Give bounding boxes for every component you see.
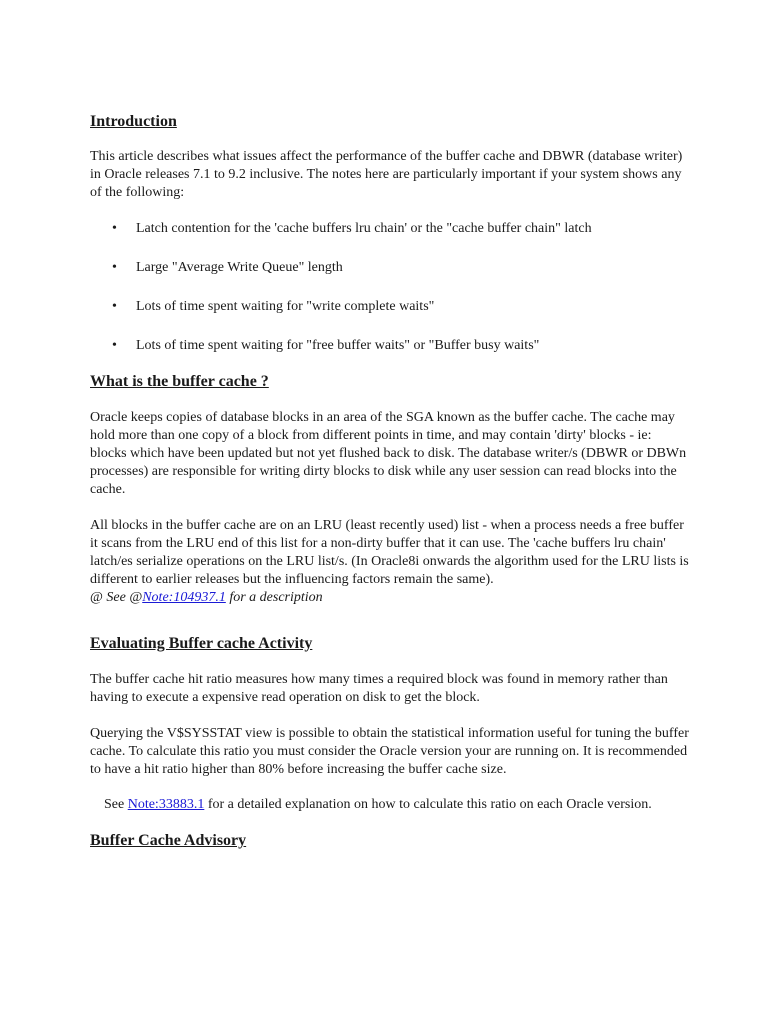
- list-item-text: Lots of time spent waiting for "write complete waits": [136, 299, 435, 314]
- list-item-text: Large "Average Write Queue" length: [136, 260, 343, 275]
- evaluating-paragraph-1: The buffer cache hit ratio measures how many times a required block was found in memory rather than having to execute a expensive read operation on disk to get the block.: [90, 672, 668, 705]
- see-prefix: See: [104, 797, 128, 812]
- document-body: [90, 112, 690, 851]
- see-label: See @: [106, 590, 143, 605]
- intro-paragraph: This article describes what issues affect the performance of the buffer cache and DBWR (database writer) in Oracle releases 7.1 to 9.2 inclusive. The notes here are particularly important if your system shows any of the following:: [90, 149, 683, 200]
- see-note-line: [90, 589, 690, 607]
- bullet-icon: •: [112, 338, 117, 353]
- note-104937-link[interactable]: Note:104937.1: [142, 590, 226, 605]
- list-item: [90, 220, 690, 238]
- heading-buffer-cache: What is the buffer cache ?: [90, 373, 269, 390]
- bullet-icon: •: [112, 260, 117, 275]
- note-33883-link[interactable]: Note:33883.1: [127, 797, 205, 812]
- list-item: [90, 337, 690, 355]
- bullet-icon: •: [112, 299, 117, 314]
- see-suffix: for a detailed explanation on how to calculate this ratio on each Oracle version.: [204, 797, 652, 812]
- at-symbol: @: [90, 590, 103, 605]
- bullet-icon: •: [112, 221, 117, 236]
- see-note-33883-line: [90, 796, 690, 814]
- buffer-cache-paragraph-2: All blocks in the buffer cache are on an LRU (least recently used) list - when a process needs a free buffer it scans from the LRU end of this list for a non-dirty buffer that it can use. The 'cache buffers lru chain' latch/es serialize operations on the LRU list/s. (In Oracle8i onwards the algorithm used for the LRU lists is different to earlier releases but the influencing factors remain the same).: [90, 518, 689, 587]
- list-item: [90, 298, 690, 316]
- list-item-text: Latch contention for the 'cache buffers lru chain' or the "cache buffer chain" latch: [136, 221, 592, 236]
- heading-buffer-cache-advisory: Buffer Cache Advisory: [90, 832, 247, 849]
- heading-evaluating: Evaluating Buffer cache Activity: [90, 635, 313, 652]
- heading-introduction: Introduction: [90, 113, 177, 130]
- buffer-cache-paragraph-1: Oracle keeps copies of database blocks in an area of the SGA known as the buffer cache. The cache may hold more than one copy of a block from different points in time, and may contain 'dirty' blocks - ie: blocks which have been updated but not yet flushed back to disk. The database writer/s (DBWR or DBWn processes) are responsible for writing dirty blocks to disk while any user session can read blocks into the cache.: [90, 410, 687, 497]
- list-item: [90, 259, 690, 277]
- symptom-list: [90, 220, 690, 355]
- see-suffix: for a description: [225, 590, 323, 605]
- evaluating-paragraph-2: Querying the V$SYSSTAT view is possible to obtain the statistical information useful for tuning the buffer cache. To calculate this ratio you must consider the Oracle version your are running on. It is recommended to have a hit ratio higher than 80% before increasing the buffer cache size.: [90, 726, 689, 777]
- list-item-text: Lots of time spent waiting for "free buffer waits" or "Buffer busy waits": [136, 338, 540, 353]
